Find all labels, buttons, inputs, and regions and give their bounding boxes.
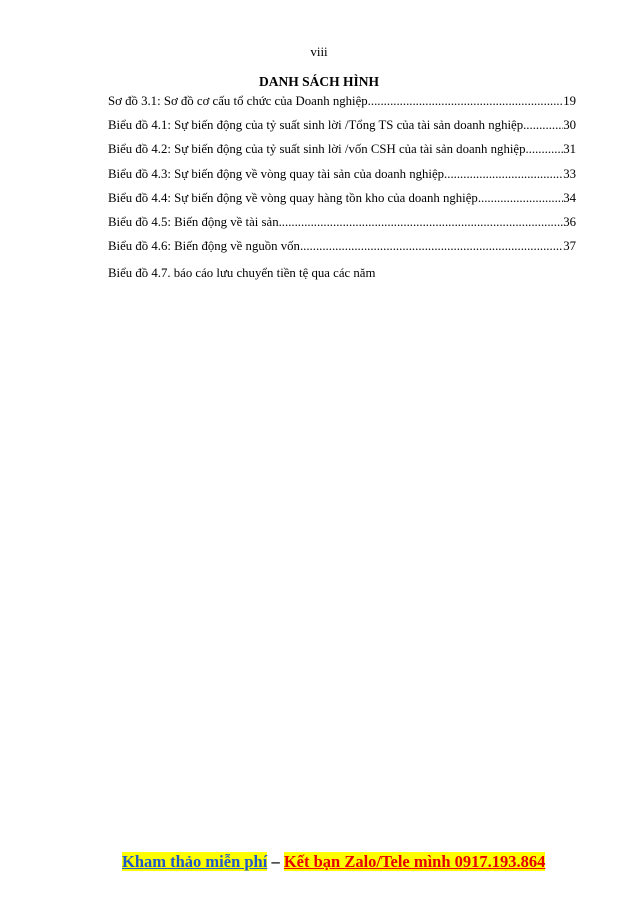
toc-entry-label: Biểu đồ 4.1: Sự biến động của tỷ suất sinh lời /Tổng TS của tài sản doanh nghiệp [108, 118, 524, 133]
page-number: viii [310, 44, 328, 59]
toc-entry-label: Biểu đồ 4.5: Biến động về tài sản [108, 214, 279, 229]
dot-leader [444, 167, 563, 182]
toc-entry-page: 37 [563, 239, 576, 254]
toc-entry-label: Biểu đồ 4.6: Biến động về nguồn vốn [108, 239, 300, 254]
toc-entry-label: Biểu đồ 4.4: Sự biến động về vòng quay hàng tồn kho của doanh nghiệp [108, 190, 478, 205]
dot-leader [300, 239, 563, 254]
toc-entry-page: 36 [563, 214, 576, 229]
toc-entry[interactable] [108, 239, 576, 263]
toc-entry[interactable] [108, 142, 576, 166]
dot-leader [368, 94, 564, 109]
toc-entry[interactable] [108, 118, 576, 142]
toc-entry-label: Biểu đồ 4.7. báo cáo lưu chuyển tiền tệ qua các năm [108, 266, 376, 281]
toc-entry[interactable] [108, 94, 576, 118]
free-reference-link[interactable]: Kham thảo miễn phí [122, 852, 268, 871]
toc-entry-label: Sơ đồ 3.1: Sơ đồ cơ cấu tổ chức của Doanh nghiệp [108, 94, 368, 108]
dot-leader [478, 191, 563, 206]
dot-leader [525, 142, 563, 157]
toc-entry-page: 19 [563, 94, 576, 108]
toc-entry[interactable] [108, 167, 576, 191]
toc-entry-label: Biểu đồ 4.2: Sự biến động của tỷ suất sinh lời /vốn CSH của tài sản doanh nghiệp [108, 142, 526, 157]
toc-entry[interactable] [108, 215, 576, 239]
toc-entry-page: 30 [563, 118, 576, 133]
toc-entry-page: 34 [563, 190, 576, 205]
footer-separator: – [267, 852, 284, 871]
list-of-figures-title: DANH SÁCH HÌNH [258, 74, 379, 89]
toc-entry[interactable] [108, 191, 576, 215]
toc-entry-unnumbered [108, 266, 576, 290]
contact-link[interactable]: Kết bạn Zalo/Tele mình 0917.193.864 [283, 852, 546, 871]
toc-entry-label: Biểu đồ 4.3: Sự biến động về vòng quay tài sản của doanh nghiệp [108, 166, 445, 181]
dot-leader [523, 118, 563, 133]
figure-list [108, 94, 576, 291]
toc-entry-page: 31 [563, 142, 576, 157]
dot-leader [279, 215, 564, 230]
toc-entry-page: 33 [563, 166, 576, 181]
footer-promo [122, 852, 545, 872]
